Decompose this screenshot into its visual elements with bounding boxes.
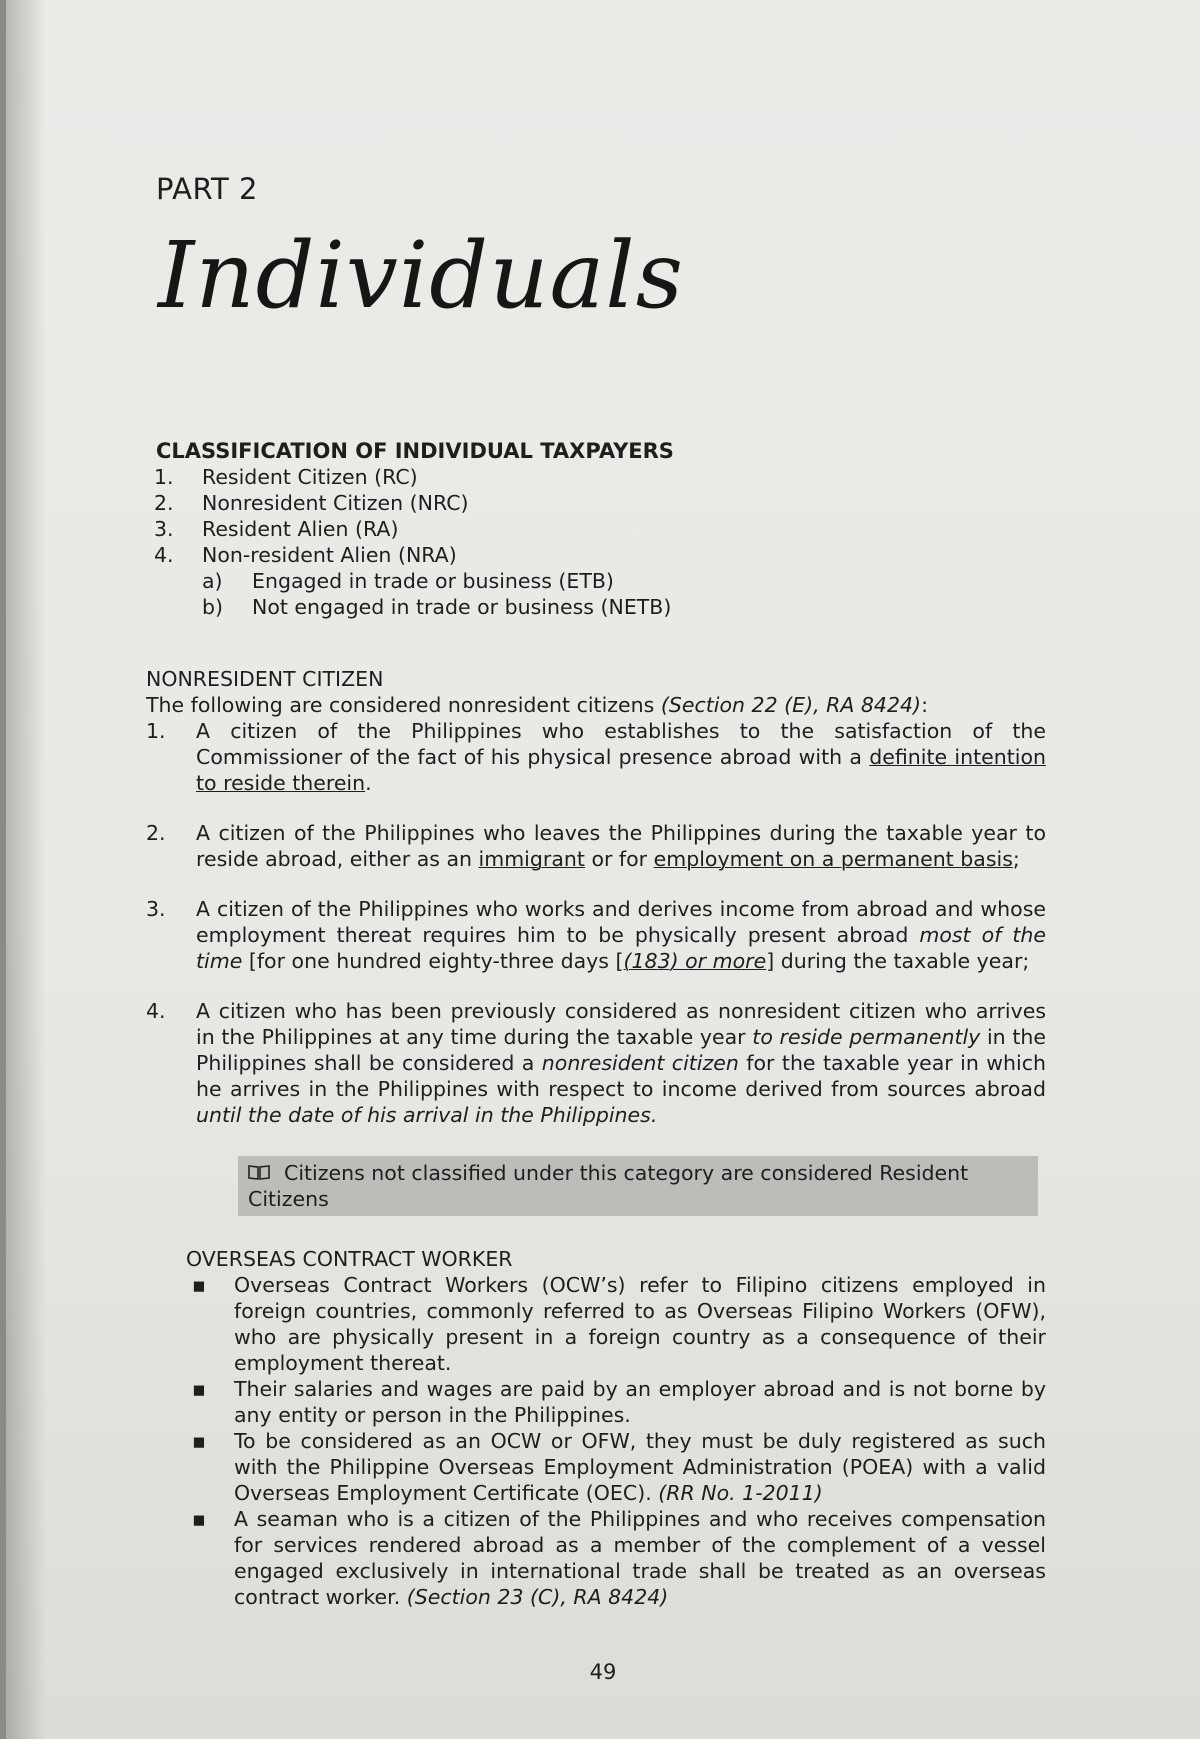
nonresident-list [146, 718, 1046, 1128]
bullet-icon: ▪ [192, 1429, 206, 1453]
page-number: 49 [589, 1660, 617, 1684]
note-text: Citizens not classified under this category are considered Resident Citizens [248, 1161, 969, 1211]
classification-heading: CLASSIFICATION OF INDIVIDUAL TAXPAYERS [156, 439, 674, 463]
sub-list-item: a) Engaged in trade or business (ETB) [202, 569, 614, 593]
list-item: 2. Nonresident Citizen (NRC) [154, 491, 469, 515]
book-page [6, 0, 1200, 1739]
nra-sublist [202, 568, 1046, 620]
list-item: 2. A citizen of the Philippines who leaves the Philippines during the taxable year to reside abroad, either as an immigrant or for employment on a permanent basis; [146, 821, 1046, 871]
page-content [146, 438, 1046, 1610]
chapter-title: Individuals [158, 222, 684, 329]
list-item: 4. Non-resident Alien (NRA) a) Engaged in trade or business (ETB) b) Not engaged in trade or business (NETB) [146, 542, 1046, 620]
list-item: 4. A citizen who has been previously considered as nonresident citizen who arrives in the Philippines at any time during the taxable year to reside permanently in the Philippines shall be considered a nonresident citizen for the taxable year in which he arrives in the Philippines with respect to income derived from sources abroad until the date of his arrival in the Philippines. [146, 999, 1046, 1127]
list-item: ▪ Their salaries and wages are paid by an employer abroad and is not borne by any entity or person in the Philippines. [192, 1377, 1046, 1427]
bullet-icon: ▪ [192, 1377, 206, 1401]
nonresident-intro: The following are considered nonresident citizens (Section 22 (E), RA 8424): [146, 693, 928, 717]
part-label: PART 2 [156, 172, 258, 206]
list-item: 1. A citizen of the Philippines who establishes to the satisfaction of the Commissioner of the fact of his physical presence abroad with a definite intention to reside therein. [146, 719, 1046, 795]
book-icon [248, 1160, 272, 1186]
list-item: ▪ A seaman who is a citizen of the Philippines and who receives compensation for services rendered abroad as a member of the complement of a vessel engaged exclusively in international trade shall be treated as an overseas contract worker. (Section 23 (C), RA 8424) [192, 1507, 1046, 1609]
ocw-heading: OVERSEAS CONTRACT WORKER [186, 1247, 513, 1271]
bullet-icon: ▪ [192, 1273, 206, 1297]
list-item: ▪ To be considered as an OCW or OFW, they must be duly registered as such with the Philippine Overseas Employment Administration (POEA) with a valid Overseas Employment Certificate (OEC). (RR No. 1-2011) [192, 1429, 1046, 1505]
ocw-bullet-list [186, 1272, 1046, 1610]
list-item: 3. A citizen of the Philippines who works and derives income from abroad and whose employment thereat requires him to be physically present abroad most of the time [for one hundred eighty-three days [(183) or more] during the taxable year; [146, 897, 1047, 973]
nonresident-heading: NONRESIDENT CITIZEN [146, 667, 384, 691]
sub-list-item: b) Not engaged in trade or business (NETB) [202, 595, 672, 619]
note-box [238, 1156, 1038, 1216]
bullet-icon: ▪ [192, 1507, 206, 1531]
classification-list [146, 464, 1046, 620]
ocw-section [186, 1246, 1046, 1610]
list-item: ▪ Overseas Contract Workers (OCW’s) refer to Filipino citizens employed in foreign countries, commonly referred to as Overseas Filipino Workers (OFW), who are physically present in a foreign country as a consequence of their employment thereat. [192, 1273, 1046, 1375]
list-item: 3. Resident Alien (RA) [154, 517, 399, 541]
list-item: 1. Resident Citizen (RC) [154, 465, 418, 489]
